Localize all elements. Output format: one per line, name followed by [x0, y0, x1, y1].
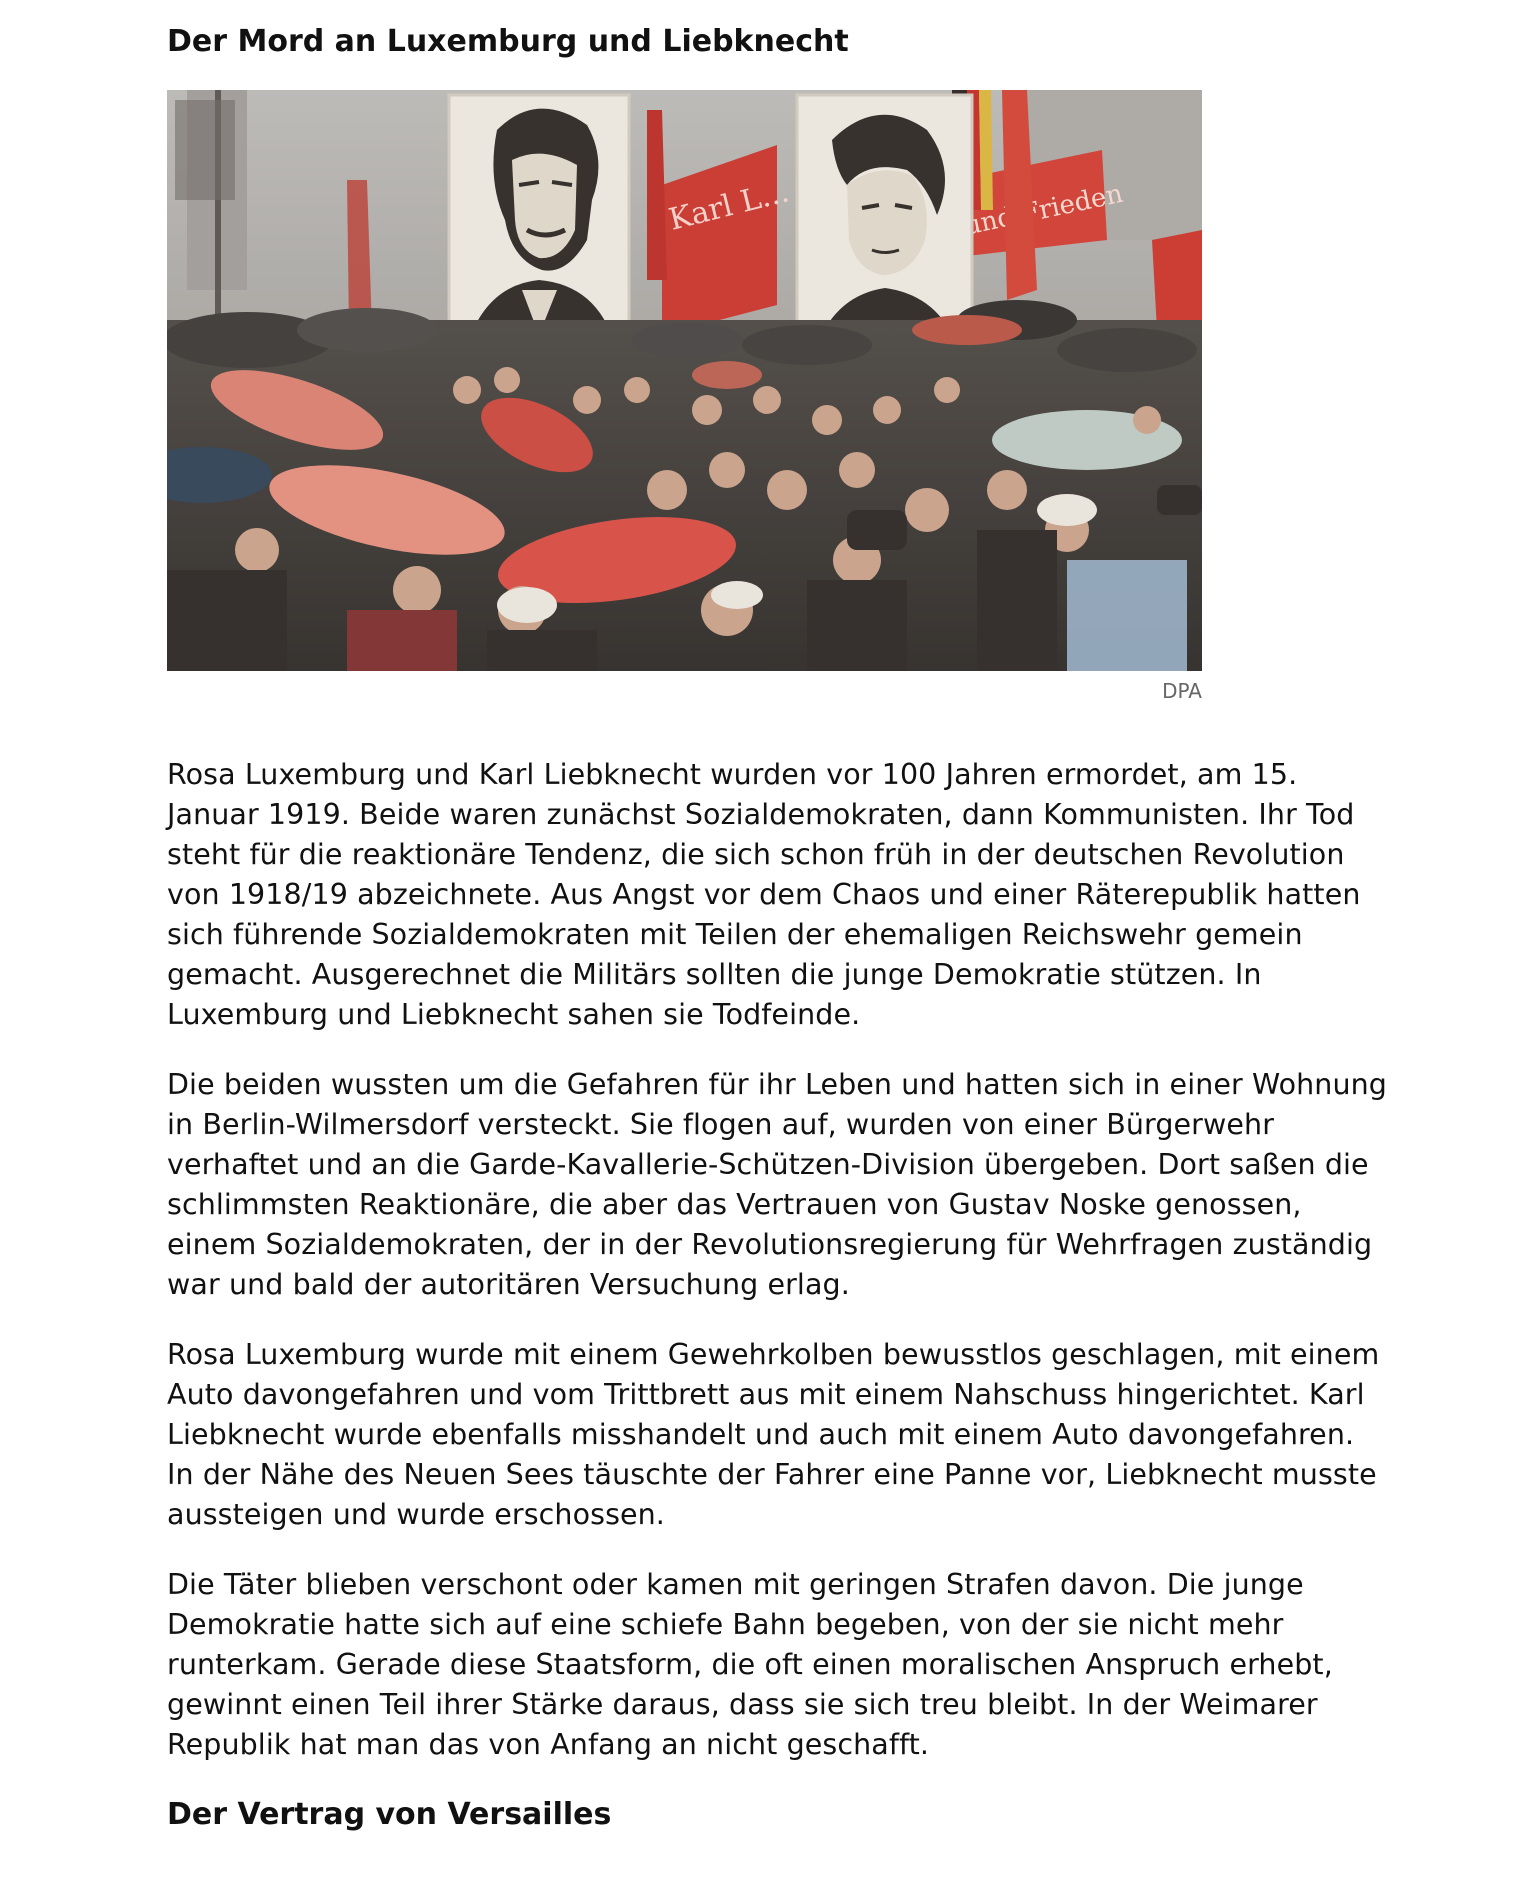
- article-figure: [167, 90, 1202, 703]
- banner-right-text: ...und Frieden: [937, 178, 1126, 247]
- article: [167, 0, 1387, 1835]
- demonstration-photo: [167, 90, 1202, 671]
- paragraph: Rosa Luxemburg und Karl Liebknecht wurden vor 100 Jahren ermordet, am 15. Januar 1919. Beide waren zunächst Sozialdemokraten, dann Kommunisten. Ihr Tod steht für die reaktionäre Tendenz, die sich schon früh in der deutschen Revolution von 1918/19 abzeichnete. Aus Angst vor dem Chaos und einer Räterepublik hatten sich führende Sozialdemokraten mit Teilen der ehemaligen Reichswehr gemein gemacht. Ausgerechnet die Militärs sollten die junge Demokratie stützen. In Luxemburg und Liebknecht sahen sie Todfeinde.: [167, 758, 1361, 1031]
- section-heading-luxemburg-liebknecht: Der Mord an Luxemburg und Liebknecht: [167, 24, 849, 59]
- article-body: [167, 755, 1387, 1765]
- image-credit: DPA: [1162, 679, 1202, 703]
- paragraph: Die beiden wussten um die Gefahren für ihr Leben und hatten sich in einer Wohnung in Berlin-Wilmersdorf versteckt. Sie flogen auf, wurden von einer Bürgerwehr verhaftet und an die Garde-Kavallerie-Schützen-Division übergeben. Dort saßen die schlimmsten Reaktionäre, die aber das Vertrauen von Gustav Noske genossen, einem Sozialdemokraten, der in der Revolutionsregierung für Wehrfragen zuständig war und bald der autoritären Versuchung erlag.: [167, 1068, 1387, 1301]
- paragraph: Rosa Luxemburg wurde mit einem Gewehrkolben bewusstlos geschlagen, mit einem Auto davongefahren und vom Trittbrett aus mit einem Nahschuss hingerichtet. Karl Liebknecht wurde ebenfalls misshandelt und auch mit einem Auto davongefahren. In der Nähe des Neuen Sees täuschte der Fahrer eine Panne vor, Liebknecht musste aussteigen und wurde erschossen.: [167, 1338, 1380, 1531]
- banner-left-text: Karl L...: [665, 174, 793, 238]
- paragraph: Die Täter blieben verschont oder kamen mit geringen Strafen davon. Die junge Demokratie hatte sich auf eine schiefe Bahn begeben, von der sie nicht mehr runterkam. Gerade diese Staatsform, die oft einen moralischen Anspruch erhebt, gewinnt einen Teil ihrer Stärke daraus, dass sie sich treu bleibt. In der Weimarer Republik hat man das von Anfang an nicht geschafft.: [167, 1568, 1333, 1761]
- section-heading-versailles: Der Vertrag von Versailles: [167, 1797, 612, 1832]
